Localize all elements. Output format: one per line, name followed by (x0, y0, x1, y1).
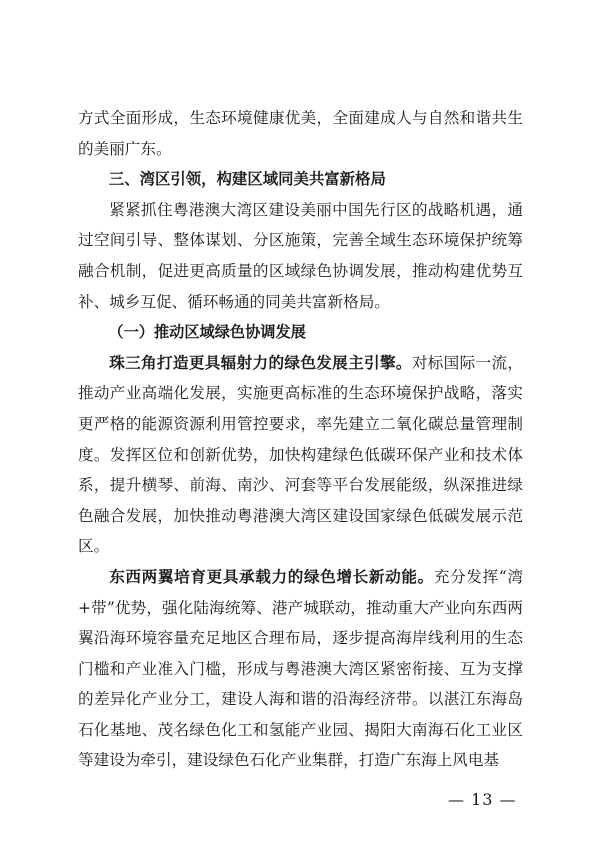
page-number: — 13 — (448, 790, 517, 809)
prd-body-text: 对标国际一流，推动产业高端化发展，实施更高标准的生态环境保护战略，落实更严格的能源资源利用管控要求，率先建立二氧化碳总量管理制度。发挥区位和创新优势，加快构建绿色低碳环保产业和技术体系，提升横琴、前海、南沙、河套等平台发展能级，纵深推进绿色融合发展，加快推动粤港澳大湾区建设国家绿色低碳发展示范区。 (78, 353, 523, 556)
east-west-paragraph (78, 562, 523, 776)
document-body (78, 103, 523, 776)
prd-paragraph (78, 348, 523, 562)
intro-paragraph: 方式全面形成，生态环境健康优美，全面建成人与自然和谐共生的美丽广东。 (78, 109, 523, 158)
section-paragraph: 紧紧抓住粤港澳大湾区建设美丽中国先行区的战略机遇，通过空间引导、整体谋划、分区施策，完善全域生态环境保护统筹融合机制，促进更高质量的区域绿色协调发展，推动构建优势互补、城乡互促、循环畅通的同美共富新格局。 (78, 200, 523, 311)
subsection-heading: （一）推动区域绿色协调发展 (108, 323, 306, 342)
east-west-lead-sentence: 东西两翼培育更具承载力的绿色增长新动能。 (109, 566, 434, 586)
section-heading: 三、湾区引领，构建区域同美共富新格局 (108, 170, 386, 189)
east-west-body-text: 充分发挥“湾+带”优势，强化陆海统筹、港产城联动，推动重大产业向东西两翼沿海环境容量充足地区合理布局，逐步提高海岸线利用的生态门槛和产业准入门槛，形成与粤港澳大湾区紧密衔接、互为支撑的差异化产业分工，建设人海和谐的沿海经济带。以湛江东海岛石化基地、茂名绿色化工和氢能产业园、揭阳大南海石化工业区等建设为牵引，建设绿色石化产业集群，打造广东海上风电基 (78, 567, 523, 770)
prd-lead-sentence: 珠三角打造更具辐射力的绿色发展主引擎。 (109, 352, 412, 372)
